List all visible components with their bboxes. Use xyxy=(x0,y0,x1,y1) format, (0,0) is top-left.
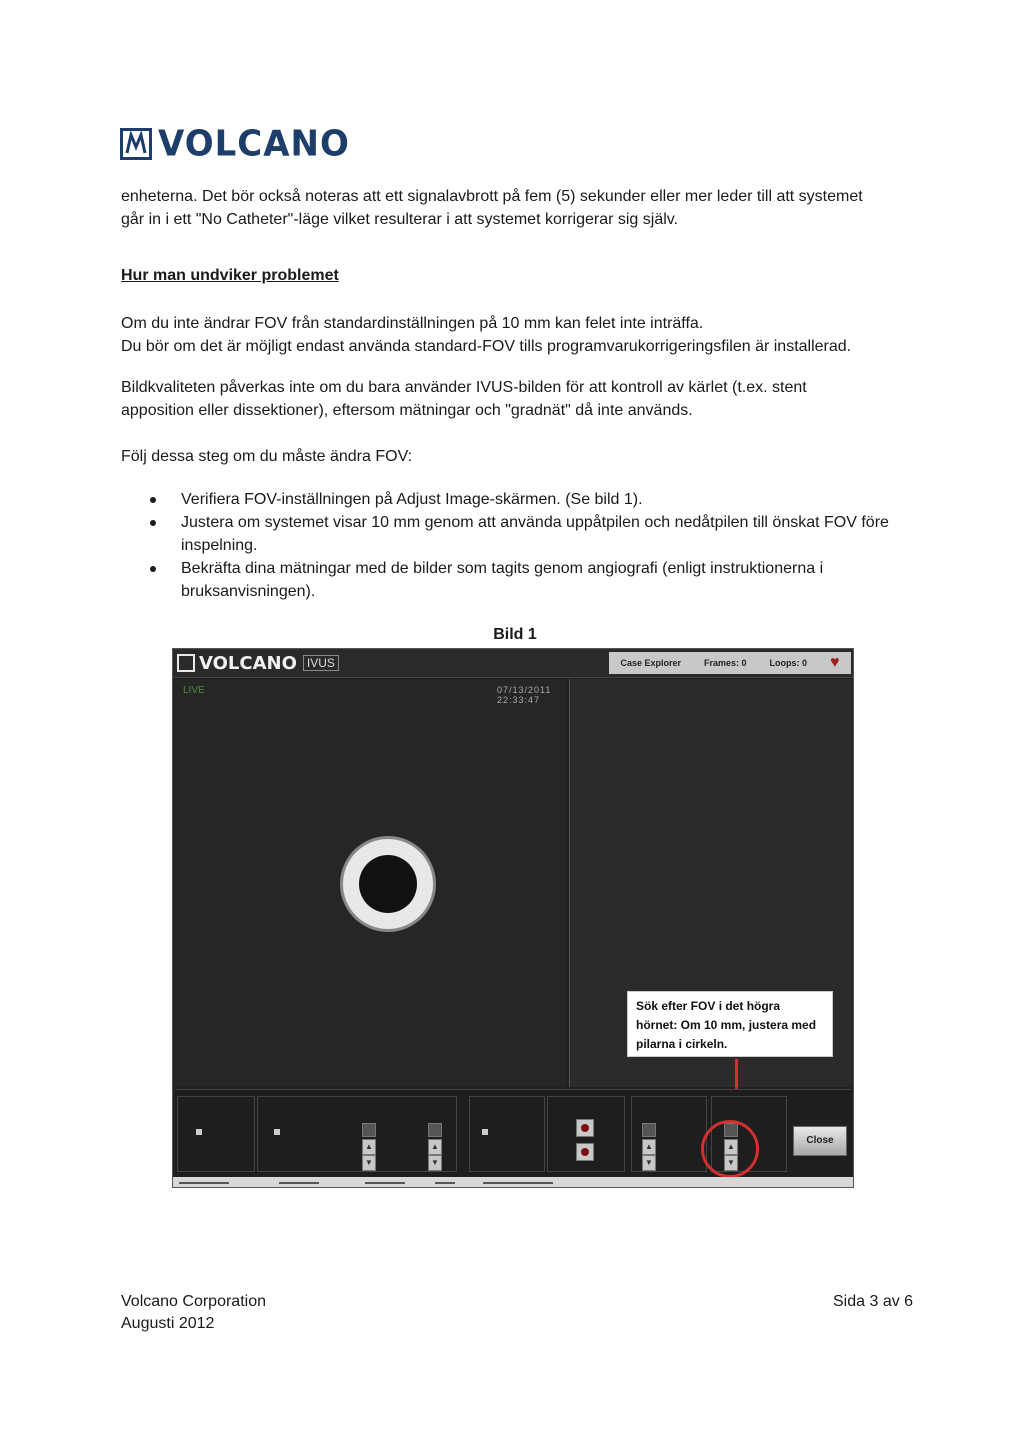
region-up-button[interactable]: ▲ xyxy=(428,1139,442,1155)
gain-group xyxy=(631,1096,707,1172)
case-toolbar xyxy=(609,652,851,674)
vh-group xyxy=(177,1096,255,1172)
fov-annotation: Sök efter FOV i det högra hörnet: Om 10 mm, justera med pilarna i cirkeln. xyxy=(627,991,833,1057)
close-button[interactable]: Close xyxy=(793,1126,847,1156)
ivus-top-bar xyxy=(173,649,853,678)
timestamp: 07/13/2011 22:33:47 xyxy=(497,685,552,705)
record-group xyxy=(547,1096,625,1172)
status-text xyxy=(435,1182,455,1184)
steps-intro: Följ dessa steg om du måste ändra FOV: xyxy=(121,448,413,465)
figure-caption: Bild 1 xyxy=(493,626,537,643)
record-button[interactable] xyxy=(576,1119,594,1137)
region-value xyxy=(428,1123,442,1137)
quality-paragraph: Bildkvaliteten påverkas inte om du bara använder IVUS-bilden för att kontroll av kärlet (t.ex. stent apposition eller dissektioner), eftersom mätningar och "gradnät" då inte används. xyxy=(121,379,807,419)
frames-count: Frames: 0 xyxy=(704,658,747,668)
catheter-ring xyxy=(343,839,433,929)
stop-button[interactable] xyxy=(576,1143,594,1161)
sensitivity-value xyxy=(362,1123,376,1137)
status-text xyxy=(483,1182,553,1184)
chromaflo-checkbox[interactable] xyxy=(274,1129,280,1135)
section-heading: Hur man undviker problemet xyxy=(121,267,339,284)
sensitivity-down-button[interactable]: ▼ xyxy=(362,1155,376,1171)
intro-paragraph: enheterna. Det bör också noteras att ett signalavbrott på fem (5) sekunder eller mer leder till att systemet går in i ett "No Catheter"-läge vilket resulterar i att systemet korrigerar sig själv. xyxy=(121,188,863,228)
volcano-logo-icon xyxy=(120,128,152,160)
loops-count: Loops: 0 xyxy=(769,658,808,668)
chromaflo-group xyxy=(257,1096,457,1172)
ring-down-group xyxy=(469,1096,545,1172)
steps-list xyxy=(150,488,890,603)
sensitivity-up-button[interactable]: ▲ xyxy=(362,1139,376,1155)
footer-date: Augusti 2012 xyxy=(121,1315,215,1332)
gain-up-button[interactable]: ▲ xyxy=(642,1139,656,1155)
gain-value xyxy=(642,1123,656,1137)
live-indicator: LIVE xyxy=(183,685,205,696)
heart-icon: ♥ xyxy=(830,654,840,671)
ivus-screenshot xyxy=(172,648,854,1188)
paragraph-line-1: Om du inte ändrar FOV från standardinställningen på 10 mm kan felet inte inträffa. xyxy=(121,315,704,332)
ivus-mode-label: IVUS xyxy=(303,655,339,671)
footer-left xyxy=(121,1291,266,1335)
vh-checkbox[interactable] xyxy=(196,1129,202,1135)
page-number: Sida 3 av 6 xyxy=(833,1293,914,1310)
fov-highlight-circle xyxy=(701,1120,759,1178)
list-item: Bekräfta dina mätningar med de bilder som tagits genom angiografi (enligt instruktionerna i bruksanvisningen). xyxy=(150,557,890,603)
footer-company: Volcano Corporation xyxy=(121,1293,266,1310)
fov-down-button[interactable]: ▼ xyxy=(724,1155,738,1171)
status-text xyxy=(365,1182,405,1184)
list-item: Justera om systemet visar 10 mm genom att använda uppåtpilen och nedåtpilen till önskat FOV före inspelning. xyxy=(150,511,890,557)
list-item: Verifiera FOV-inställningen på Adjust Image-skärmen. (Se bild 1). xyxy=(150,488,890,511)
volcano-mark-icon xyxy=(177,654,195,672)
paragraph-line-2: Du bör om det är möjligt endast använda standard-FOV tills programvarukorrigeringsfilen är installerad. xyxy=(121,338,852,355)
brand-name: VOLCANO xyxy=(158,123,350,165)
ring-down-checkbox[interactable] xyxy=(482,1129,488,1135)
status-text xyxy=(179,1182,229,1184)
fov-up-button[interactable]: ▲ xyxy=(724,1139,738,1155)
catheter-core xyxy=(359,855,417,913)
region-down-button[interactable]: ▼ xyxy=(428,1155,442,1171)
case-explorer-button[interactable]: Case Explorer xyxy=(620,658,682,668)
ivus-brand: VOLCANO xyxy=(199,652,297,674)
status-bar xyxy=(173,1177,853,1188)
status-text xyxy=(279,1182,319,1184)
ivus-image-pane xyxy=(175,679,567,1087)
adjust-image-panel xyxy=(175,1089,851,1176)
volcano-logo xyxy=(120,124,350,164)
ivus-logo xyxy=(177,652,339,674)
gain-down-button[interactable]: ▼ xyxy=(642,1155,656,1171)
